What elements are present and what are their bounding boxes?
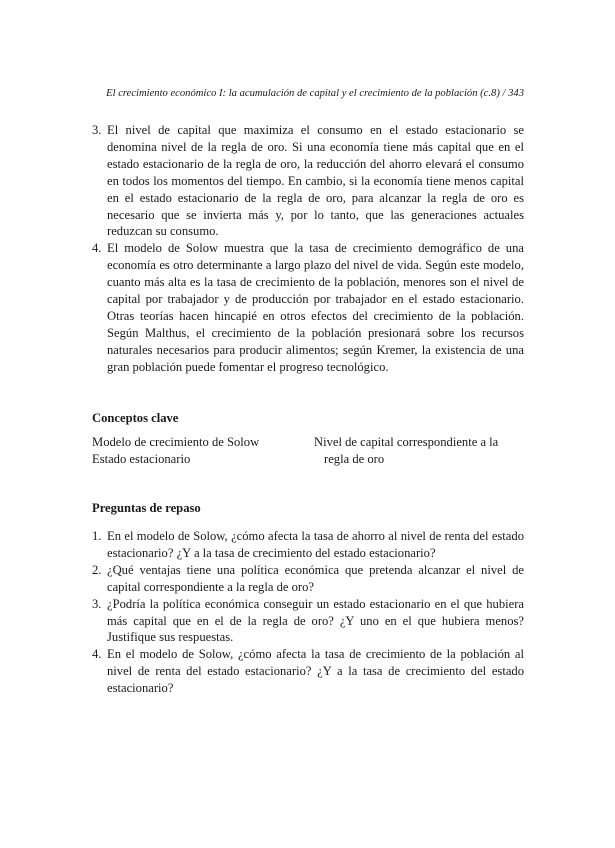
summary-item-number: 3. <box>92 123 102 137</box>
review-question-number: 4. <box>92 647 102 662</box>
summary-item-number: 4. <box>92 241 102 256</box>
review-question <box>92 528 524 562</box>
summary-list <box>92 122 524 376</box>
summary-item-text: El modelo de Solow muestra que la tasa de crecimiento demográfico de una economía es otro determinante a largo plazo del nivel de vida. Según este modelo, cuanto más alta es la tasa de crecimiento de la población, menores son el nivel de capital por trabajador y de producción por trabajador en el estado estacionario. Otras teorías hacen hincapié en otros efectos del crecimiento de la población. Según Malthus, el crecimiento de la población presionará sobre los recursos naturales necesarios para producir alimentos; según Kremer, la existencia de una gran población puede fomentar el progreso tecnológico. <box>107 241 524 374</box>
review-question <box>92 562 524 596</box>
review-question-text: ¿Qué ventajas tiene una política económica que pretenda alcanzar el nivel de capital correspondiente a la regla de oro? <box>107 562 524 594</box>
summary-item-text: El nivel de capital que maximiza el consumo en el estado estacionario se denomina nivel de la regla de oro. Si una economía tiene más capital que en el estado estacionario de la regla de oro, la reducción del ahorro elevará el consumo en todos los momentos del tiempo. En cambio, si la economía tiene menos capital en el estado estacionario de la regla de oro, para alcanzar la regla de oro es necesario que se invierta más y, por lo tanto, que las generaciones actuales reduzcan su consumo. <box>107 123 524 239</box>
key-concepts-right-column <box>314 434 524 468</box>
review-question-text: En el modelo de Solow, ¿cómo afecta la tasa de ahorro al nivel de renta del estado estacionario? ¿Y a la tasa de crecimiento del estado estacionario? <box>107 529 524 560</box>
concept-term: Nivel de capital correspondiente a la regla de oro <box>314 435 499 466</box>
review-question <box>92 596 524 647</box>
summary-item <box>92 240 524 375</box>
concept-term: Modelo de crecimiento de Solow <box>92 435 260 449</box>
review-question-number: 2. <box>92 562 102 577</box>
concept-term: Estado estacionario <box>92 452 191 466</box>
key-concepts-heading: Conceptos clave <box>92 411 179 425</box>
review-question-text: En el modelo de Solow, ¿cómo afecta la tasa de crecimiento de la población al nivel de renta del estado estacionario? ¿Y a la tasa de crecimiento del estado estacionario? <box>107 647 524 696</box>
summary-item <box>92 122 524 240</box>
review-questions-heading: Preguntas de repaso <box>92 501 201 515</box>
review-questions-list <box>92 528 524 697</box>
review-question-number: 3. <box>92 596 102 611</box>
review-question-number: 1. <box>92 529 102 543</box>
review-question-text: ¿Podría la política económica conseguir un estado estacionario en el que hubiera más capital que en el de la regla de oro? ¿Y uno en el que hubiera menos? Justifique sus respuestas. <box>107 596 524 645</box>
key-concepts-left-column <box>92 434 259 468</box>
review-question <box>92 646 524 697</box>
running-head: El crecimiento económico I: la acumulación de capital y el crecimiento de la población (c.8) / 343 <box>106 88 524 99</box>
